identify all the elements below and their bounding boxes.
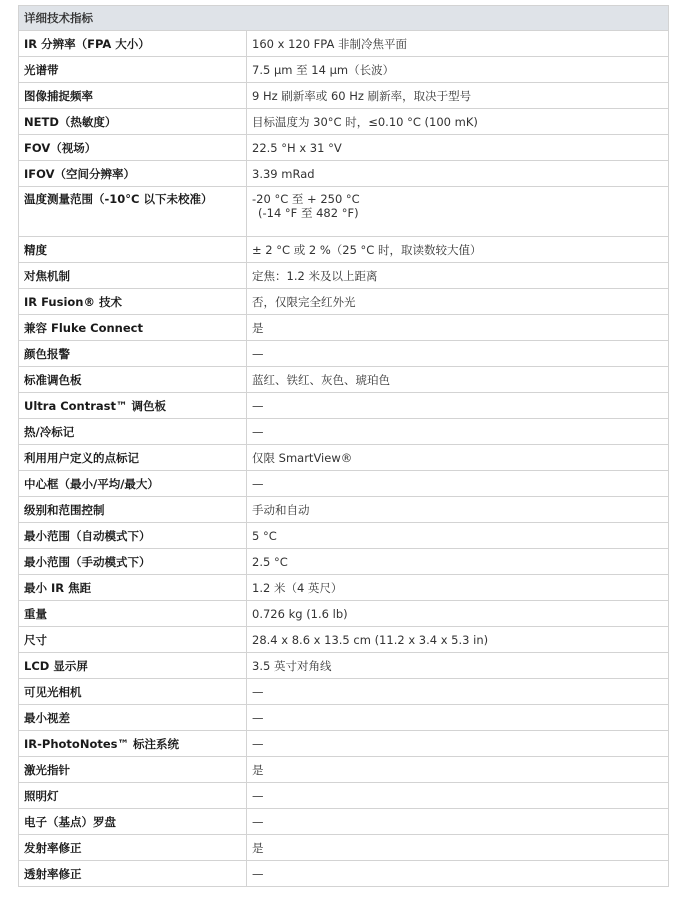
table-row	[19, 161, 669, 187]
spec-label: 发射率修正	[19, 835, 247, 861]
spec-label: 中心框（最小/平均/最大）	[19, 471, 247, 497]
table-row	[19, 757, 669, 783]
spec-label: 温度测量范围（-10°C 以下未校准）	[19, 187, 247, 237]
spec-label: 电子（基点）罗盘	[19, 809, 247, 835]
spec-label: IFOV（空间分辨率）	[19, 161, 247, 187]
table-row	[19, 679, 669, 705]
spec-value: —	[247, 471, 669, 497]
spec-value: ± 2 °C 或 2 %（25 °C 时，取读数较大值）	[247, 237, 669, 263]
table-row	[19, 315, 669, 341]
spec-value: 9 Hz 刷新率或 60 Hz 刷新率，取决于型号	[247, 83, 669, 109]
table-row	[19, 445, 669, 471]
table-row	[19, 705, 669, 731]
spec-table	[18, 5, 669, 887]
table-row	[19, 497, 669, 523]
table-row	[19, 419, 669, 445]
table-row	[19, 57, 669, 83]
spec-value: 是	[247, 757, 669, 783]
spec-value: —	[247, 419, 669, 445]
spec-value: 1.2 米（4 英尺）	[247, 575, 669, 601]
spec-value: —	[247, 731, 669, 757]
spec-label: 最小范围（手动模式下）	[19, 549, 247, 575]
spec-value	[247, 187, 669, 237]
table-row	[19, 135, 669, 161]
table-row	[19, 601, 669, 627]
spec-label: NETD（热敏度）	[19, 109, 247, 135]
spec-value: 22.5 °H x 31 °V	[247, 135, 669, 161]
table-row	[19, 627, 669, 653]
spec-value: 目标温度为 30°C 时，≤0.10 °C (100 mK)	[247, 109, 669, 135]
spec-label: 最小视差	[19, 705, 247, 731]
table-row	[19, 861, 669, 887]
table-header-row	[19, 6, 669, 31]
spec-value-line: -20 °C 至 + 250 °C	[252, 192, 360, 206]
spec-label: 颜色报警	[19, 341, 247, 367]
spec-value: 蓝红、铁红、灰色、琥珀色	[247, 367, 669, 393]
spec-label: FOV（视场）	[19, 135, 247, 161]
table-row	[19, 187, 669, 237]
spec-value: 否，仅限完全红外光	[247, 289, 669, 315]
spec-label: 重量	[19, 601, 247, 627]
spec-value: 160 x 120 FPA 非制冷焦平面	[247, 31, 669, 57]
table-row	[19, 809, 669, 835]
spec-label: 光谱带	[19, 57, 247, 83]
table-row	[19, 653, 669, 679]
spec-label: 透射率修正	[19, 861, 247, 887]
table-row	[19, 523, 669, 549]
spec-value: 手动和自动	[247, 497, 669, 523]
spec-value: —	[247, 705, 669, 731]
spec-label: IR 分辨率（FPA 大小）	[19, 31, 247, 57]
spec-value: 定焦：1.2 米及以上距离	[247, 263, 669, 289]
spec-label: 照明灯	[19, 783, 247, 809]
spec-value: 0.726 kg (1.6 lb)	[247, 601, 669, 627]
spec-label: IR Fusion® 技术	[19, 289, 247, 315]
table-row	[19, 237, 669, 263]
spec-value: 3.39 mRad	[247, 161, 669, 187]
table-row	[19, 341, 669, 367]
table-row	[19, 263, 669, 289]
spec-value: 5 °C	[247, 523, 669, 549]
spec-value: —	[247, 341, 669, 367]
table-row	[19, 835, 669, 861]
spec-value: 2.5 °C	[247, 549, 669, 575]
table-row	[19, 83, 669, 109]
spec-rows	[19, 31, 669, 887]
spec-label: 可见光相机	[19, 679, 247, 705]
table-row	[19, 549, 669, 575]
spec-label: 兼容 Fluke Connect	[19, 315, 247, 341]
spec-label: 尺寸	[19, 627, 247, 653]
table-row	[19, 367, 669, 393]
spec-value: —	[247, 679, 669, 705]
table-row	[19, 575, 669, 601]
spec-label: 对焦机制	[19, 263, 247, 289]
spec-label: 最小 IR 焦距	[19, 575, 247, 601]
table-row	[19, 109, 669, 135]
table-header: 详细技术指标	[19, 6, 669, 31]
spec-value: 3.5 英寸对角线	[247, 653, 669, 679]
spec-label: Ultra Contrast™ 调色板	[19, 393, 247, 419]
spec-value-line: (-14 °F 至 482 °F)	[258, 206, 359, 220]
table-row	[19, 289, 669, 315]
spec-label: LCD 显示屏	[19, 653, 247, 679]
spec-value: 是	[247, 315, 669, 341]
spec-value: —	[247, 393, 669, 419]
spec-label: 利用用户定义的点标记	[19, 445, 247, 471]
spec-value: —	[247, 861, 669, 887]
table-row	[19, 731, 669, 757]
spec-value: 7.5 μm 至 14 μm（长波）	[247, 57, 669, 83]
spec-value: 28.4 x 8.6 x 13.5 cm (11.2 x 3.4 x 5.3 in)	[247, 627, 669, 653]
spec-value: 是	[247, 835, 669, 861]
spec-label: 图像捕捉频率	[19, 83, 247, 109]
spec-label: 标准调色板	[19, 367, 247, 393]
spec-value: 仅限 SmartView®	[247, 445, 669, 471]
spec-value: —	[247, 783, 669, 809]
spec-label: 最小范围（自动模式下）	[19, 523, 247, 549]
spec-label: IR-PhotoNotes™ 标注系统	[19, 731, 247, 757]
table-row	[19, 31, 669, 57]
table-row	[19, 783, 669, 809]
spec-label: 激光指针	[19, 757, 247, 783]
spec-label: 精度	[19, 237, 247, 263]
spec-label: 级别和范围控制	[19, 497, 247, 523]
table-row	[19, 393, 669, 419]
table-row	[19, 471, 669, 497]
spec-label: 热/冷标记	[19, 419, 247, 445]
spec-value: —	[247, 809, 669, 835]
